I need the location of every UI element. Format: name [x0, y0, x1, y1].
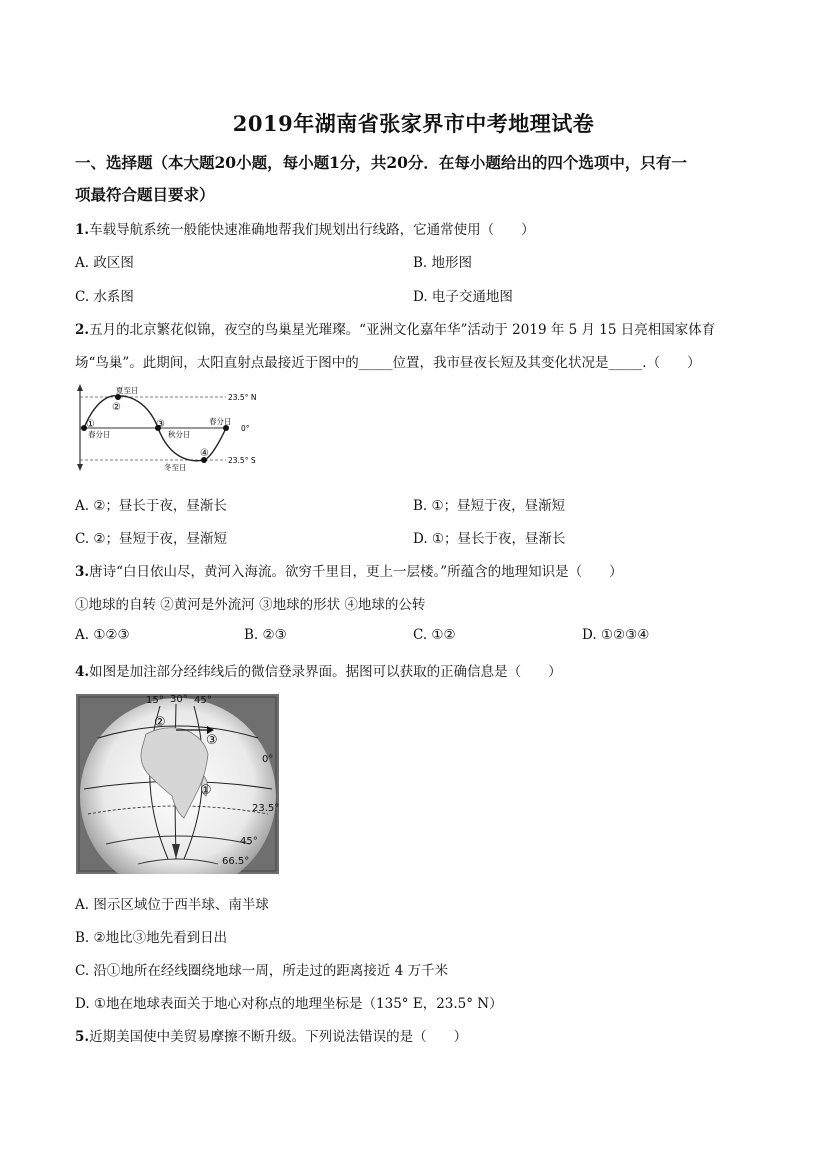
- label-lat-0: 0°: [241, 424, 250, 433]
- label-lat-0-globe: 0°: [262, 754, 274, 765]
- question-3-stem-line2: ①地球的自转 ②黄河是外流河 ③地球的形状 ④地球的公转: [75, 597, 426, 613]
- question-2: [75, 318, 715, 338]
- label-spring-equinox-1: 春分日: [88, 430, 111, 439]
- page-title: 2019年湖南省张家界市中考地理试卷: [232, 111, 595, 136]
- q4-option-a[interactable]: A. 图示区域位于西半球、南半球: [75, 897, 269, 913]
- marker-4: ④: [200, 448, 209, 459]
- question-2-stem-line1: 五月的北京繁花似锦，夜空的鸟巢星光璀璨。“亚洲文化嘉年华”活动于 2019 年 5 月 15 日亮相国家体育: [89, 322, 716, 338]
- question-1-number: 1.: [75, 222, 90, 238]
- question-4-stem: 如图是加注部分经纬线后的微信登录界面。据图可以获取的正确信息是（ ）: [89, 664, 562, 680]
- q3-option-c[interactable]: C. ①②: [413, 627, 456, 643]
- q1-option-c[interactable]: C. 水系图: [75, 289, 134, 305]
- label-lat-45-globe: 45°: [240, 836, 258, 847]
- marker-3: ③: [156, 419, 165, 430]
- question-3-stem-line1: 唐诗“白日依山尽，黄河入海流。欲穷千里目，更上一层楼。”所蕴含的地理知识是（ ）: [89, 564, 623, 580]
- q2-option-c[interactable]: C. ②；昼短于夜，昼渐短: [75, 531, 228, 547]
- question-4: [75, 660, 562, 680]
- section-heading-line2: 项最符合题目要求）: [75, 185, 215, 204]
- q2-option-d[interactable]: D. ①；昼长于夜，昼渐长: [413, 531, 566, 547]
- marker-globe-2: ②: [154, 715, 166, 730]
- q1-option-d[interactable]: D. 电子交通地图: [413, 289, 513, 305]
- q4-option-c[interactable]: C. 沿①地所在经线圈绕地球一周，所走过的距离接近 4 万千米: [75, 963, 449, 979]
- section-heading-line1: 一、选择题（本大题20小题，每小题1分，共20分．在每小题给出的四个选项中，只有一: [75, 153, 687, 172]
- question-5-number: 5.: [75, 1029, 90, 1045]
- question-5: [75, 1025, 467, 1045]
- q4-option-b[interactable]: B. ②地比③地先看到日出: [75, 930, 228, 946]
- label-lat-23-5-n: 23.5° N: [228, 393, 257, 402]
- q3-option-a[interactable]: A. ①②③: [75, 627, 130, 643]
- label-winter-solstice: 冬至日: [164, 463, 187, 472]
- label-lon-30: 30°: [170, 694, 188, 705]
- wechat-globe-figure: [76, 694, 279, 874]
- question-3-number: 3.: [75, 564, 90, 580]
- q3-option-d[interactable]: D. ①②③④: [582, 627, 650, 643]
- marker-globe-3: ③: [206, 733, 218, 748]
- label-lon-45: 45°: [194, 695, 212, 706]
- label-lat-66-5-globe: 66.5°: [222, 856, 250, 867]
- q3-option-b[interactable]: B. ②③: [244, 627, 287, 643]
- q4-option-d[interactable]: D. ①地在地球表面关于地心对称点的地理坐标是（135° E，23.5° N）: [75, 996, 503, 1012]
- label-summer-solstice: 夏至日: [116, 386, 139, 395]
- question-3: [75, 560, 623, 580]
- question-2-stem-line2: 场“鸟巢”。此期间，太阳直射点最接近于图中的_____位置，我市昼夜长短及其变化状况是_____.（ ）: [75, 355, 701, 371]
- solar-declination-diagram: [76, 384, 266, 472]
- question-2-number: 2.: [75, 322, 90, 338]
- q2-option-a[interactable]: A. ②；昼长于夜，昼渐长: [75, 498, 227, 514]
- label-autumn-equinox: 秋分日: [168, 430, 191, 439]
- axis-arrow-up: [77, 384, 83, 391]
- q2-option-b[interactable]: B. ①；昼短于夜，昼渐短: [413, 498, 566, 514]
- label-spring-equinox-2: 春分日: [209, 417, 232, 426]
- label-lat-23-5-globe: 23.5°: [252, 803, 279, 814]
- marker-globe-1: ①: [200, 783, 212, 798]
- question-4-number: 4.: [75, 664, 90, 680]
- q1-option-b[interactable]: B. 地形图: [413, 255, 473, 271]
- question-1-stem: 车载导航系统一般能快速准确地帮我们规划出行线路，它通常使用（ ）: [89, 222, 535, 238]
- axis-arrow-down: [77, 464, 83, 471]
- question-1: [75, 218, 535, 238]
- question-5-stem: 近期美国使中美贸易摩擦不断升级。下列说法错误的是（ ）: [89, 1029, 468, 1045]
- label-lat-23-5-s: 23.5° S: [228, 456, 256, 465]
- q1-option-a[interactable]: A. 政区图: [75, 255, 134, 271]
- label-lon-15: 15°: [146, 695, 164, 706]
- marker-2: ②: [112, 402, 121, 413]
- marker-1: ①: [86, 419, 95, 430]
